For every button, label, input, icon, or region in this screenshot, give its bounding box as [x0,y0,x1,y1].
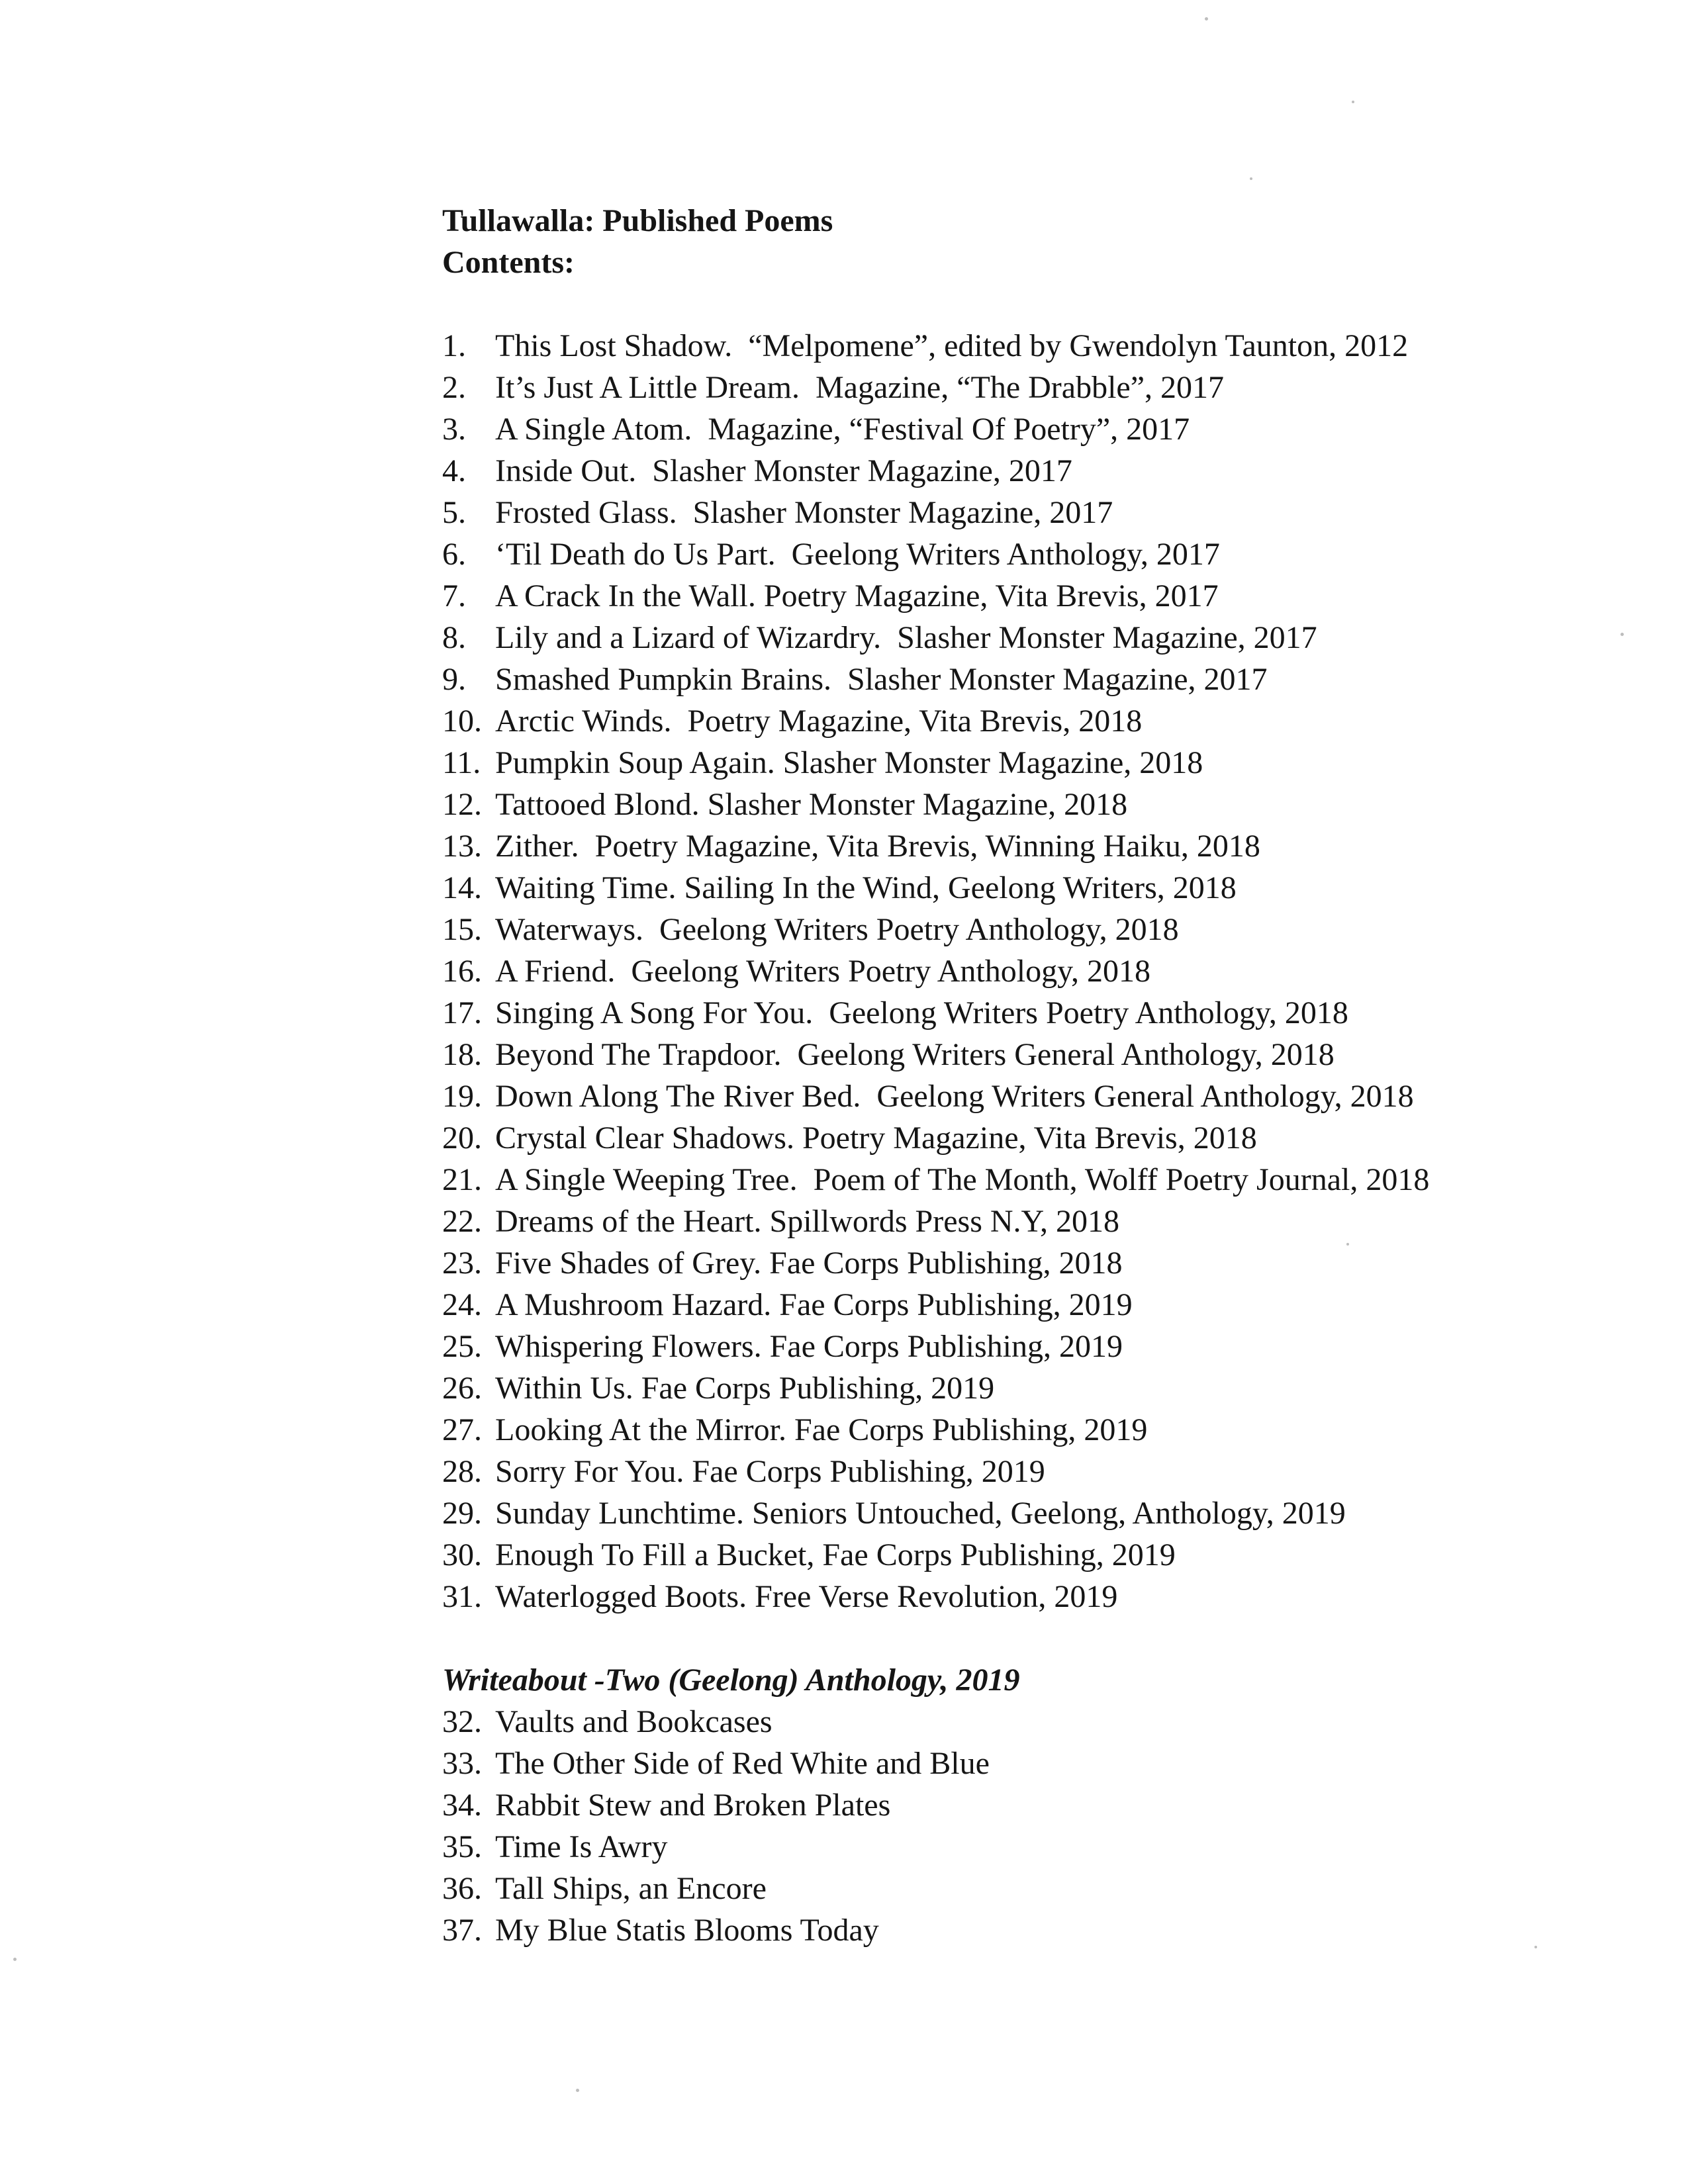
item-number: 6. [442,537,466,572]
item-number: 28. [442,1454,482,1489]
item-number: 3. [442,412,466,447]
item-number: 15. [442,912,482,947]
item-text: Singing A Song For You. Geelong Writers Poetry Anthology, 2018 [495,995,1348,1030]
item-text: Inside Out. Slasher Monster Magazine, 2017 [495,453,1072,488]
item-text: A Crack In the Wall. Poetry Magazine, Vita Brevis, 2017 [495,578,1219,614]
item-number: 19. [442,1079,482,1114]
list-item [442,1284,1688,1326]
list-item [442,1576,1688,1617]
blank-line [442,1617,1688,1659]
list-item [442,659,1688,700]
item-number: 9. [442,662,466,697]
item-text: This Lost Shadow. “Melpomene”, edited by Gwendolyn Taunton, 2012 [495,328,1409,363]
item-number: 37. [442,1913,482,1948]
list-item [442,784,1688,825]
item-number: 12. [442,787,482,822]
item-text: Sunday Lunchtime. Seniors Untouched, Geelong, Anthology, 2019 [495,1496,1346,1531]
scan-speck [1250,177,1252,180]
scan-speck [576,2089,579,2092]
item-number: 10. [442,704,482,739]
list-item [442,533,1688,575]
item-text: A Mushroom Hazard. Fae Corps Publishing, 2019 [495,1287,1133,1322]
item-text: Looking At the Mirror. Fae Corps Publishing, 2019 [495,1412,1148,1447]
list-item [442,1326,1688,1367]
item-number: 35. [442,1829,482,1864]
list-item [442,1826,1688,1868]
item-number: 18. [442,1037,482,1072]
item-number: 33. [442,1746,482,1781]
item-number: 32. [442,1704,482,1739]
item-number: 29. [442,1496,482,1531]
item-text: A Friend. Geelong Writers Poetry Anthology, 2018 [495,954,1150,989]
scan-speck [1205,17,1208,21]
item-number: 27. [442,1412,482,1447]
list-item [442,1492,1688,1534]
list-item [442,325,1688,367]
item-number: 25. [442,1329,482,1364]
anthology-section-heading: Writeabout -Two (Geelong) Anthology, 2019 [442,1662,1020,1698]
item-text: Dreams of the Heart. Spillwords Press N.Y, 2018 [495,1204,1120,1239]
item-number: 26. [442,1371,482,1406]
list-item [442,367,1688,408]
list-item [442,1784,1688,1826]
anthology-poems-list [442,1701,1688,1951]
item-text: Vaults and Bookcases [495,1704,773,1739]
published-poems-list [442,325,1688,1617]
list-item [442,450,1688,492]
item-number: 22. [442,1204,482,1239]
item-text: Arctic Winds. Poetry Magazine, Vita Brevis, 2018 [495,704,1143,739]
item-text: Within Us. Fae Corps Publishing, 2019 [495,1371,995,1406]
item-number: 30. [442,1537,482,1572]
item-text: Down Along The River Bed. Geelong Writers General Anthology, 2018 [495,1079,1414,1114]
item-text: Time Is Awry [495,1829,668,1864]
item-text: Smashed Pumpkin Brains. Slasher Monster Magazine, 2017 [495,662,1268,697]
item-number: 7. [442,578,466,614]
item-text: A Single Atom. Magazine, “Festival Of Poetry”, 2017 [495,412,1190,447]
item-number: 5. [442,495,466,530]
document-content [442,200,1688,1951]
list-item [442,909,1688,950]
scan-speck [1352,101,1354,103]
item-text: Waterways. Geelong Writers Poetry Anthology, 2018 [495,912,1179,947]
item-number: 17. [442,995,482,1030]
list-item [442,1451,1688,1492]
item-text: Frosted Glass. Slasher Monster Magazine, 2017 [495,495,1113,530]
list-item [442,1117,1688,1159]
list-item [442,1701,1688,1743]
list-item [442,1743,1688,1784]
list-item [442,617,1688,659]
item-number: 2. [442,370,466,405]
item-number: 4. [442,453,466,488]
item-number: 24. [442,1287,482,1322]
item-text: Enough To Fill a Bucket, Fae Corps Publishing, 2019 [495,1537,1176,1572]
item-number: 20. [442,1120,482,1156]
item-text: Waterlogged Boots. Free Verse Revolution, 2019 [495,1579,1118,1614]
list-item [442,1409,1688,1451]
item-number: 23. [442,1246,482,1281]
list-item [442,700,1688,742]
list-item [442,1909,1688,1951]
item-text: Beyond The Trapdoor. Geelong Writers General Anthology, 2018 [495,1037,1335,1072]
list-item [442,992,1688,1034]
item-text: My Blue Statis Blooms Today [495,1913,879,1948]
list-item [442,950,1688,992]
scan-speck [13,1958,17,1961]
list-item [442,1367,1688,1409]
item-number: 8. [442,620,466,655]
item-text: A Single Weeping Tree. Poem of The Month, Wolff Poetry Journal, 2018 [495,1162,1430,1197]
list-item [442,825,1688,867]
list-item [442,1201,1688,1242]
list-item [442,742,1688,784]
item-text: Crystal Clear Shadows. Poetry Magazine, Vita Brevis, 2018 [495,1120,1257,1156]
item-text: Five Shades of Grey. Fae Corps Publishing, 2018 [495,1246,1123,1281]
list-item [442,1159,1688,1201]
item-number: 14. [442,870,482,905]
list-item [442,408,1688,450]
list-item [442,1242,1688,1284]
item-text: Pumpkin Soup Again. Slasher Monster Magazine, 2018 [495,745,1203,780]
item-number: 13. [442,829,482,864]
contents-heading: Contents: [442,245,575,280]
item-text: Whispering Flowers. Fae Corps Publishing, 2019 [495,1329,1123,1364]
item-text: ‘Til Death do Us Part. Geelong Writers Anthology, 2017 [495,537,1220,572]
list-item [442,1534,1688,1576]
item-number: 16. [442,954,482,989]
item-text: The Other Side of Red White and Blue [495,1746,990,1781]
item-number: 1. [442,328,466,363]
scan-speck [1534,1946,1537,1948]
document-title: Tullawalla: Published Poems [442,203,833,238]
item-text: Lily and a Lizard of Wizardry. Slasher Monster Magazine, 2017 [495,620,1317,655]
item-number: 34. [442,1788,482,1823]
item-text: Zither. Poetry Magazine, Vita Brevis, Winning Haiku, 2018 [495,829,1260,864]
item-text: Tattooed Blond. Slasher Monster Magazine, 2018 [495,787,1128,822]
list-item [442,867,1688,909]
list-item [442,1868,1688,1909]
blank-line [442,283,1688,325]
list-item [442,1075,1688,1117]
item-number: 21. [442,1162,482,1197]
scan-speck [1346,1243,1349,1246]
item-text: Rabbit Stew and Broken Plates [495,1788,891,1823]
item-text: It’s Just A Little Dream. Magazine, “The Drabble”, 2017 [495,370,1225,405]
item-number: 31. [442,1579,482,1614]
scan-speck [1620,633,1624,636]
item-text: Waiting Time. Sailing In the Wind, Geelong Writers, 2018 [495,870,1237,905]
list-item [442,492,1688,533]
item-number: 36. [442,1871,482,1906]
list-item [442,575,1688,617]
item-text: Sorry For You. Fae Corps Publishing, 2019 [495,1454,1045,1489]
item-number: 11. [442,745,481,780]
item-text: Tall Ships, an Encore [495,1871,767,1906]
list-item [442,1034,1688,1075]
